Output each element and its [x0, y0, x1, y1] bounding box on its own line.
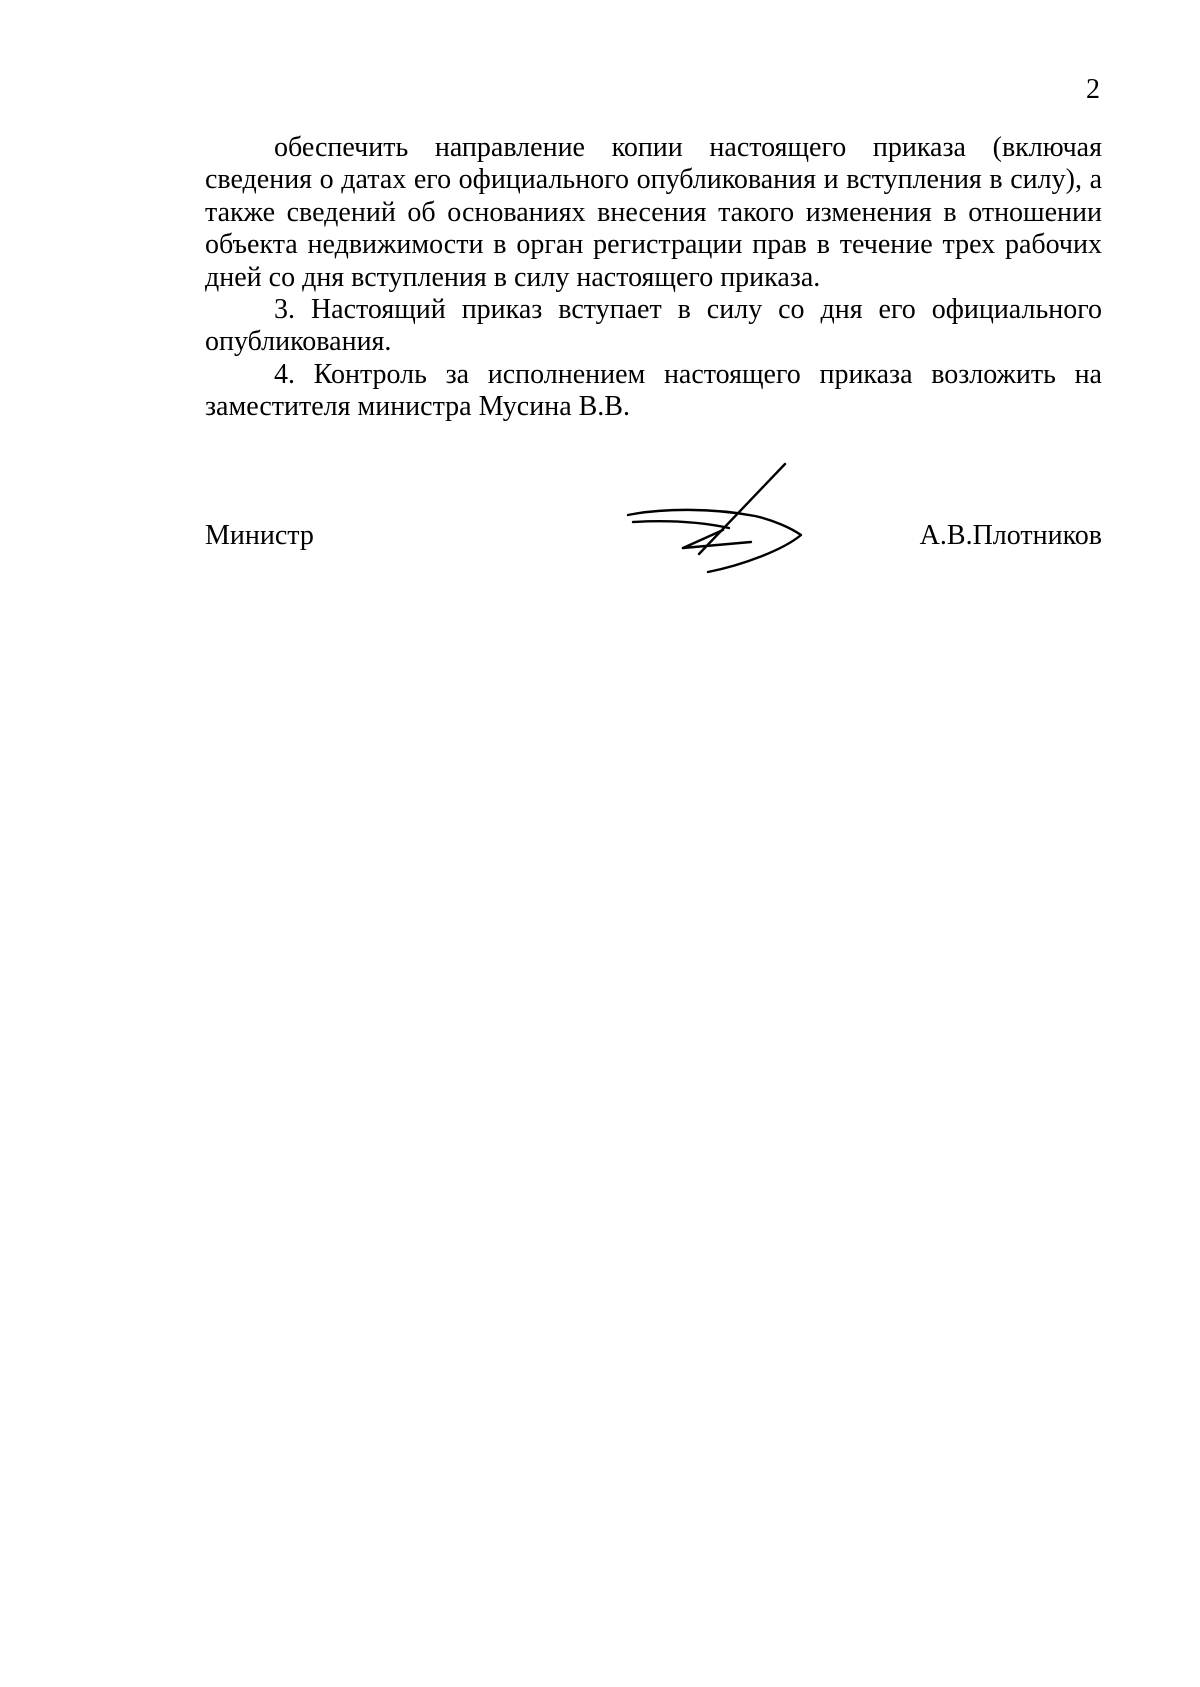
signer-name: А.В.Плотников [919, 520, 1102, 551]
signer-title: Министр [205, 520, 314, 551]
paragraph-item-3: 3. Настоящий приказ вступает в силу со дня его официального опубликования. [205, 294, 1102, 358]
document-body [205, 132, 1102, 424]
page-number: 2 [1086, 74, 1100, 105]
handwritten-signature [623, 460, 823, 578]
paragraph-item-4: 4. Контроль за исполнением настоящего приказа возложить на заместителя министра Мусина В.В. [205, 358, 1102, 423]
paragraph-continuation: обеспечить направление копии настоящего приказа (включая сведения о датах его официального опубликования и вступления в силу), а также сведений об основаниях внесения такого изменения в отношении объекта недвижимости в орган регистрации прав в течение трех рабочих дней со дня вступления в силу настоящего приказа. [205, 132, 1102, 293]
signature-block [205, 460, 1102, 580]
